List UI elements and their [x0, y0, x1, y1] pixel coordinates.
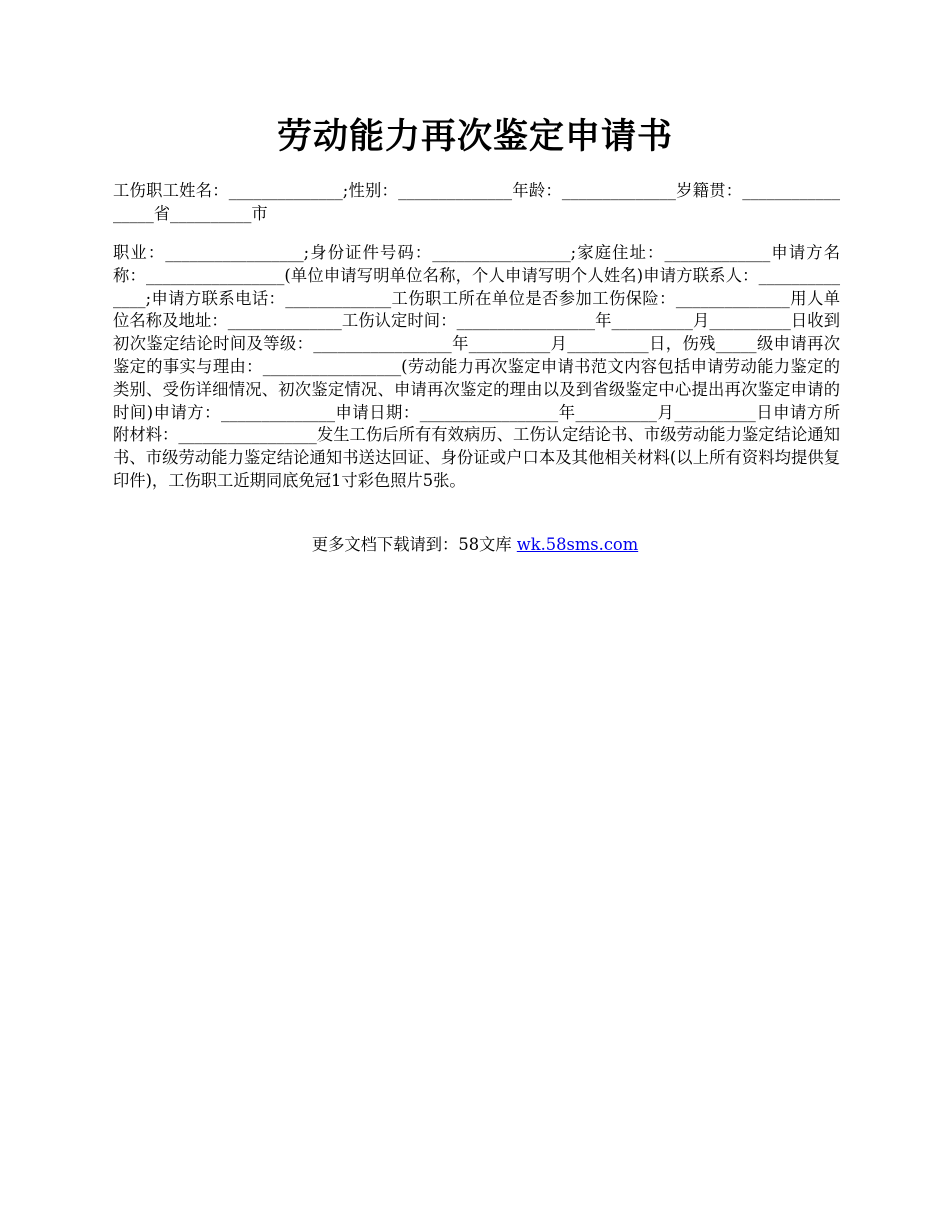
paragraph-application-details: 职业：_________________;身份证件号码：_________________;家庭住址：_____________申请方名称：_________________(单位申请写明单位名称，个人申请写明个人姓名)申请方联系人：______________;申请方联系电话：_____________工伤职工所在单位是否参加工伤保险：______________用人单位名称及地址：______________工伤认定时间：_________________年__________月__________日收到初次鉴定结论时间及等级：_________________年__________月__________日，伤残_____级申请再次鉴定的事实与理由：_________________(劳动能力再次鉴定申请书范文内容包括申请劳动能力鉴定的类别、受伤详细情况、初次鉴定情况、申请再次鉴定的理由以及到省级鉴定中心提出再次鉴定申请的时间)申请方：______________申请日期：_________________年__________月__________日申请方所附材料：_________________发生工伤后所有有效病历、工伤认定结论书、市级劳动能力鉴定结论通知书、市级劳动能力鉴定结论通知书送达回证、身份证或户口本及其他相关材料(以上所有资料均提供复印件)，工伤职工近期同底免冠1寸彩色照片5张。 — [113, 243, 840, 490]
download-footer — [0, 533, 950, 557]
footer-text: 更多文档下载请到：58文库 — [311, 535, 512, 554]
footer-link[interactable]: wk.58sms.com — [516, 535, 639, 554]
document-title: 劳动能力再次鉴定申请书 — [276, 117, 673, 157]
paragraph-basic-info: 工伤职工姓名：______________;性别：______________年龄：______________岁籍贯：_________________省__________市 — [113, 181, 840, 223]
